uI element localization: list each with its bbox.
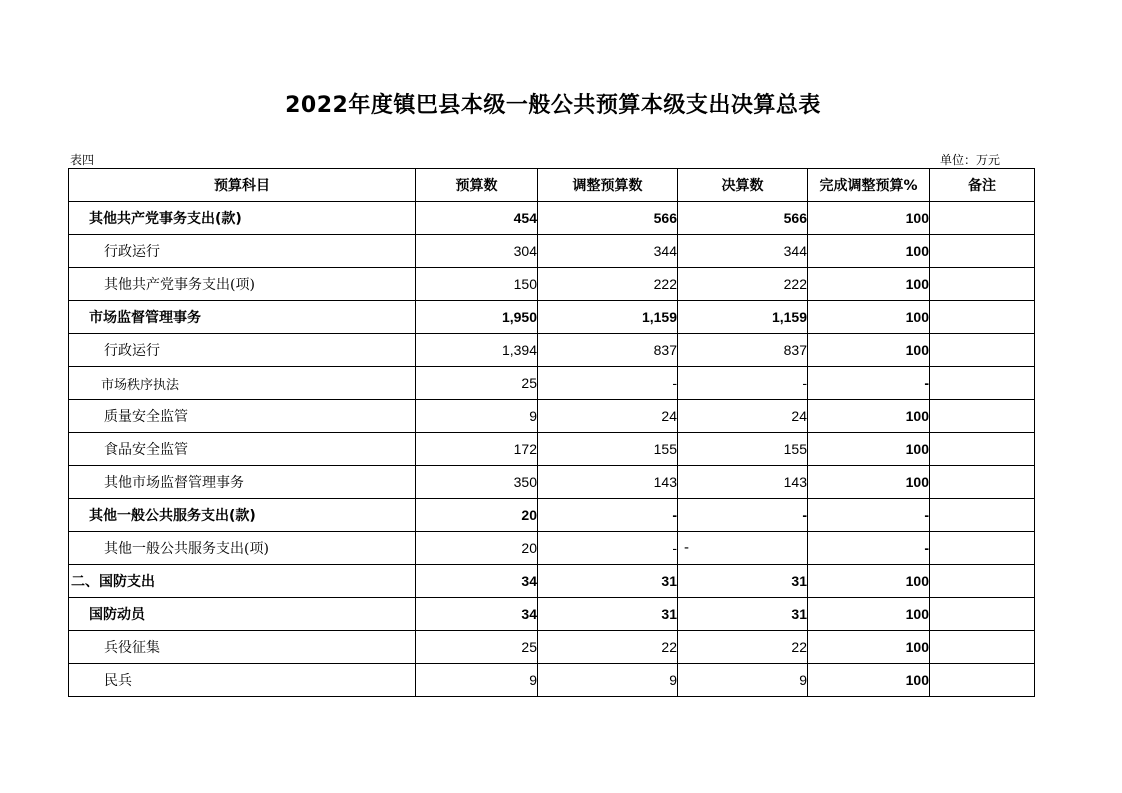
row-completion: - xyxy=(808,367,930,400)
row-budget: 172 xyxy=(416,433,538,466)
row-note xyxy=(930,499,1035,532)
table-header-row xyxy=(69,169,1035,202)
row-completion: 100 xyxy=(808,400,930,433)
row-final: - xyxy=(678,499,808,532)
row-completion: 100 xyxy=(808,202,930,235)
table-row xyxy=(69,631,1035,664)
row-note xyxy=(930,631,1035,664)
row-budget: 25 xyxy=(416,367,538,400)
row-adjusted: 24 xyxy=(538,400,678,433)
page-title: 2022年度镇巴县本级一般公共预算本级支出决算总表 xyxy=(285,93,821,118)
row-note xyxy=(930,532,1035,565)
table-row xyxy=(69,499,1035,532)
row-budget: 150 xyxy=(416,268,538,301)
row-budget: 20 xyxy=(416,499,538,532)
row-adjusted: 9 xyxy=(538,664,678,697)
table-row xyxy=(69,268,1035,301)
row-adjusted: - xyxy=(538,532,678,565)
row-subject: 其他一般公共服务支出(款) xyxy=(69,499,416,532)
table-number: 表四 xyxy=(70,153,95,167)
row-budget: 25 xyxy=(416,631,538,664)
row-subject: 行政运行 xyxy=(69,235,416,268)
row-completion: 100 xyxy=(808,466,930,499)
row-adjusted: - xyxy=(538,499,678,532)
row-subject: 国防动员 xyxy=(69,598,416,631)
row-subject: 兵役征集 xyxy=(69,631,416,664)
row-completion: 100 xyxy=(808,598,930,631)
table-row xyxy=(69,466,1035,499)
row-note xyxy=(930,301,1035,334)
row-completion: - xyxy=(808,499,930,532)
row-final: 566 xyxy=(678,202,808,235)
header-completion: 完成调整预算% xyxy=(808,169,930,202)
row-final: 155 xyxy=(678,433,808,466)
row-completion: 100 xyxy=(808,664,930,697)
row-note xyxy=(930,664,1035,697)
row-final: - xyxy=(678,367,808,400)
row-final: 222 xyxy=(678,268,808,301)
row-subject: 其他一般公共服务支出(项) xyxy=(69,532,416,565)
table-row xyxy=(69,400,1035,433)
row-completion: 100 xyxy=(808,301,930,334)
table-row xyxy=(69,367,1035,400)
row-final xyxy=(678,532,808,565)
header-final: 决算数 xyxy=(678,169,808,202)
row-subject: 其他市场监督管理事务 xyxy=(69,466,416,499)
row-subject: 市场秩序执法 xyxy=(69,367,416,400)
header-subject: 预算科目 xyxy=(69,169,416,202)
table-row xyxy=(69,334,1035,367)
row-adjusted: 1,159 xyxy=(538,301,678,334)
row-completion: 100 xyxy=(808,631,930,664)
row-final: 22 xyxy=(678,631,808,664)
row-subject: 质量安全监管 xyxy=(69,400,416,433)
row-note xyxy=(930,367,1035,400)
row-note xyxy=(930,202,1035,235)
row-final-value: - xyxy=(684,539,689,556)
row-final: 31 xyxy=(678,565,808,598)
row-budget: 9 xyxy=(416,664,538,697)
row-adjusted: 566 xyxy=(538,202,678,235)
row-adjusted: 155 xyxy=(538,433,678,466)
row-subject: 其他共产党事务支出(项) xyxy=(69,268,416,301)
row-adjusted: - xyxy=(538,367,678,400)
row-budget: 20 xyxy=(416,532,538,565)
row-final: 9 xyxy=(678,664,808,697)
table-row xyxy=(69,235,1035,268)
row-budget: 1,950 xyxy=(416,301,538,334)
row-budget: 34 xyxy=(416,565,538,598)
row-note xyxy=(930,466,1035,499)
row-note xyxy=(930,598,1035,631)
table-row xyxy=(69,565,1035,598)
row-adjusted: 837 xyxy=(538,334,678,367)
row-completion: 100 xyxy=(808,235,930,268)
row-final: 837 xyxy=(678,334,808,367)
row-adjusted: 344 xyxy=(538,235,678,268)
table-row xyxy=(69,301,1035,334)
header-budget: 预算数 xyxy=(416,169,538,202)
row-adjusted: 31 xyxy=(538,598,678,631)
table-row xyxy=(69,664,1035,697)
row-budget: 454 xyxy=(416,202,538,235)
row-note xyxy=(930,268,1035,301)
row-final: 24 xyxy=(678,400,808,433)
row-note xyxy=(930,433,1035,466)
row-adjusted: 31 xyxy=(538,565,678,598)
row-note xyxy=(930,400,1035,433)
row-budget: 304 xyxy=(416,235,538,268)
row-budget: 1,394 xyxy=(416,334,538,367)
unit-label: 单位：万元 xyxy=(940,153,1001,167)
budget-table xyxy=(68,168,1035,697)
row-final: 31 xyxy=(678,598,808,631)
table-row xyxy=(69,433,1035,466)
row-note xyxy=(930,235,1035,268)
row-adjusted: 143 xyxy=(538,466,678,499)
row-note xyxy=(930,334,1035,367)
row-final: 143 xyxy=(678,466,808,499)
row-subject: 食品安全监管 xyxy=(69,433,416,466)
row-subject: 民兵 xyxy=(69,664,416,697)
row-subject: 市场监督管理事务 xyxy=(69,301,416,334)
row-final: 344 xyxy=(678,235,808,268)
row-final: 1,159 xyxy=(678,301,808,334)
row-subject: 二、国防支出 xyxy=(69,565,416,598)
table-row xyxy=(69,598,1035,631)
row-subject: 其他共产党事务支出(款) xyxy=(69,202,416,235)
row-completion: 100 xyxy=(808,433,930,466)
row-completion: 100 xyxy=(808,565,930,598)
row-subject: 行政运行 xyxy=(69,334,416,367)
row-completion: 100 xyxy=(808,268,930,301)
row-budget: 350 xyxy=(416,466,538,499)
row-completion: 100 xyxy=(808,334,930,367)
row-adjusted: 22 xyxy=(538,631,678,664)
table-row xyxy=(69,532,1035,565)
row-budget: 9 xyxy=(416,400,538,433)
header-note: 备注 xyxy=(930,169,1035,202)
row-adjusted: 222 xyxy=(538,268,678,301)
table-row xyxy=(69,202,1035,235)
row-note xyxy=(930,565,1035,598)
row-budget: 34 xyxy=(416,598,538,631)
row-completion: - xyxy=(808,532,930,565)
header-adjusted: 调整预算数 xyxy=(538,169,678,202)
